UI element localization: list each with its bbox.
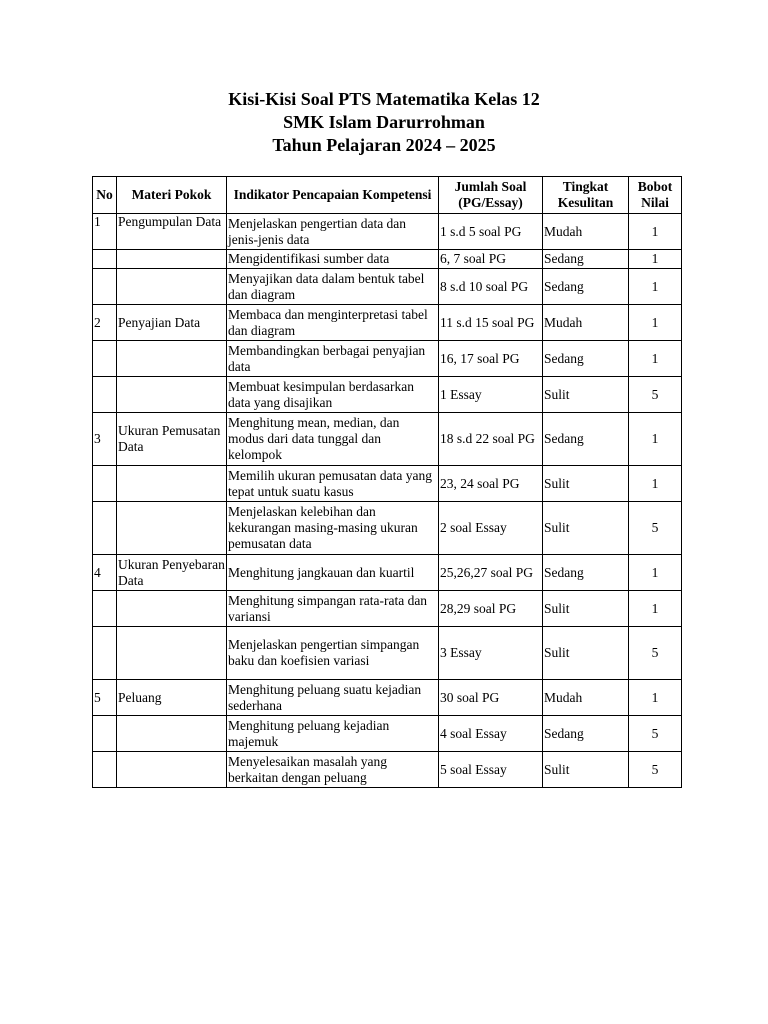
cell-tingkat-kesulitan: Sedang (543, 716, 629, 752)
cell-jumlah-soal: 1 Essay (439, 377, 543, 413)
header-bobot-nilai: Bobot Nilai (629, 177, 682, 214)
table-row (93, 502, 682, 555)
cell-indikator: Menghitung jangkauan dan kuartil (227, 555, 439, 591)
kisi-kisi-table (92, 176, 682, 788)
cell-jumlah-soal: 23, 24 soal PG (439, 466, 543, 502)
cell-materi-pokok (117, 377, 227, 413)
table-row (93, 627, 682, 680)
cell-tingkat-kesulitan: Sulit (543, 466, 629, 502)
table-row (93, 680, 682, 716)
cell-materi-pokok (117, 269, 227, 305)
cell-no (93, 377, 117, 413)
cell-indikator: Menghitung peluang kejadian majemuk (227, 716, 439, 752)
cell-materi-pokok: Ukuran Pemusatan Data (117, 413, 227, 466)
table-row (93, 305, 682, 341)
title-line: Kisi-Kisi Soal PTS Matematika Kelas 12 (228, 89, 540, 109)
table-header (93, 177, 682, 214)
cell-indikator: Menghitung mean, median, dan modus dari data tunggal dan kelompok (227, 413, 439, 466)
table-row (93, 413, 682, 466)
cell-indikator: Menyelesaikan masalah yang berkaitan dengan peluang (227, 752, 439, 788)
cell-no (93, 716, 117, 752)
cell-jumlah-soal: 3 Essay (439, 627, 543, 680)
table-row (93, 250, 682, 269)
cell-tingkat-kesulitan: Sedang (543, 269, 629, 305)
cell-jumlah-soal: 1 s.d 5 soal PG (439, 214, 543, 250)
cell-no (93, 466, 117, 502)
cell-bobot-nilai: 1 (629, 555, 682, 591)
cell-no: 1 (93, 214, 117, 250)
cell-bobot-nilai: 1 (629, 250, 682, 269)
cell-bobot-nilai: 1 (629, 305, 682, 341)
cell-tingkat-kesulitan: Mudah (543, 214, 629, 250)
cell-tingkat-kesulitan: Sedang (543, 413, 629, 466)
cell-bobot-nilai: 5 (629, 627, 682, 680)
table-row (93, 341, 682, 377)
cell-jumlah-soal: 2 soal Essay (439, 502, 543, 555)
cell-materi-pokok (117, 502, 227, 555)
title-line: Tahun Pelajaran 2024 – 2025 (272, 135, 496, 155)
table-row (93, 466, 682, 502)
cell-bobot-nilai: 1 (629, 341, 682, 377)
cell-tingkat-kesulitan: Sedang (543, 341, 629, 377)
cell-bobot-nilai: 1 (629, 413, 682, 466)
cell-materi-pokok: Ukuran Penyebaran Data (117, 555, 227, 591)
cell-materi-pokok: Penyajian Data (117, 305, 227, 341)
cell-indikator: Mengidentifikasi sumber data (227, 250, 439, 269)
cell-jumlah-soal: 30 soal PG (439, 680, 543, 716)
table-body (93, 214, 682, 788)
cell-bobot-nilai: 5 (629, 502, 682, 555)
cell-indikator: Membaca dan menginterpretasi tabel dan diagram (227, 305, 439, 341)
cell-jumlah-soal: 28,29 soal PG (439, 591, 543, 627)
cell-no (93, 250, 117, 269)
cell-bobot-nilai: 5 (629, 716, 682, 752)
cell-no (93, 752, 117, 788)
cell-jumlah-soal: 11 s.d 15 soal PG (439, 305, 543, 341)
cell-no (93, 627, 117, 680)
header-indikator: Indikator Pencapaian Kompetensi (227, 177, 439, 214)
cell-indikator: Memilih ukuran pemusatan data yang tepat untuk suatu kasus (227, 466, 439, 502)
table-row (93, 269, 682, 305)
cell-materi-pokok (117, 466, 227, 502)
cell-bobot-nilai: 1 (629, 591, 682, 627)
cell-materi-pokok (117, 591, 227, 627)
table-row (93, 377, 682, 413)
cell-tingkat-kesulitan: Sedang (543, 555, 629, 591)
cell-tingkat-kesulitan: Sedang (543, 250, 629, 269)
header-row (93, 177, 682, 214)
cell-tingkat-kesulitan: Mudah (543, 305, 629, 341)
cell-indikator: Menghitung simpangan rata-rata dan variansi (227, 591, 439, 627)
cell-no (93, 502, 117, 555)
title-line: SMK Islam Darurrohman (283, 112, 485, 132)
cell-jumlah-soal: 16, 17 soal PG (439, 341, 543, 377)
cell-indikator: Menjelaskan pengertian data dan jenis-jenis data (227, 214, 439, 250)
cell-no: 2 (93, 305, 117, 341)
cell-materi-pokok (117, 250, 227, 269)
cell-jumlah-soal: 5 soal Essay (439, 752, 543, 788)
cell-tingkat-kesulitan: Sulit (543, 502, 629, 555)
header-materi-pokok: Materi Pokok (117, 177, 227, 214)
header-jumlah-soal: Jumlah Soal (PG/Essay) (439, 177, 543, 214)
cell-indikator: Membuat kesimpulan berdasarkan data yang disajikan (227, 377, 439, 413)
cell-indikator: Membandingkan berbagai penyajian data (227, 341, 439, 377)
cell-materi-pokok (117, 341, 227, 377)
cell-jumlah-soal: 8 s.d 10 soal PG (439, 269, 543, 305)
cell-no (93, 591, 117, 627)
cell-jumlah-soal: 4 soal Essay (439, 716, 543, 752)
cell-bobot-nilai: 1 (629, 214, 682, 250)
cell-no (93, 269, 117, 305)
cell-jumlah-soal: 25,26,27 soal PG (439, 555, 543, 591)
cell-jumlah-soal: 6, 7 soal PG (439, 250, 543, 269)
table-row (93, 752, 682, 788)
cell-indikator: Menjelaskan kelebihan dan kekurangan masing-masing ukuran pemusatan data (227, 502, 439, 555)
cell-no (93, 341, 117, 377)
cell-materi-pokok: Pengumpulan Data (117, 214, 227, 250)
cell-tingkat-kesulitan: Sulit (543, 591, 629, 627)
cell-jumlah-soal: 18 s.d 22 soal PG (439, 413, 543, 466)
cell-tingkat-kesulitan: Sulit (543, 627, 629, 680)
document-title (0, 88, 768, 157)
cell-bobot-nilai: 5 (629, 377, 682, 413)
cell-materi-pokok (117, 627, 227, 680)
cell-tingkat-kesulitan: Mudah (543, 680, 629, 716)
cell-no: 4 (93, 555, 117, 591)
cell-materi-pokok: Peluang (117, 680, 227, 716)
cell-materi-pokok (117, 752, 227, 788)
cell-tingkat-kesulitan: Sulit (543, 752, 629, 788)
cell-indikator: Menjelaskan pengertian simpangan baku dan koefisien variasi (227, 627, 439, 680)
cell-bobot-nilai: 1 (629, 269, 682, 305)
table-row (93, 716, 682, 752)
cell-no: 3 (93, 413, 117, 466)
header-tingkat-kesulitan: Tingkat Kesulitan (543, 177, 629, 214)
cell-indikator: Menghitung peluang suatu kejadian sederhana (227, 680, 439, 716)
cell-bobot-nilai: 1 (629, 466, 682, 502)
cell-no: 5 (93, 680, 117, 716)
cell-bobot-nilai: 5 (629, 752, 682, 788)
table-row (93, 591, 682, 627)
header-no: No (93, 177, 117, 214)
cell-indikator: Menyajikan data dalam bentuk tabel dan diagram (227, 269, 439, 305)
table-row (93, 214, 682, 250)
cell-materi-pokok (117, 716, 227, 752)
cell-tingkat-kesulitan: Sulit (543, 377, 629, 413)
table-row (93, 555, 682, 591)
cell-bobot-nilai: 1 (629, 680, 682, 716)
